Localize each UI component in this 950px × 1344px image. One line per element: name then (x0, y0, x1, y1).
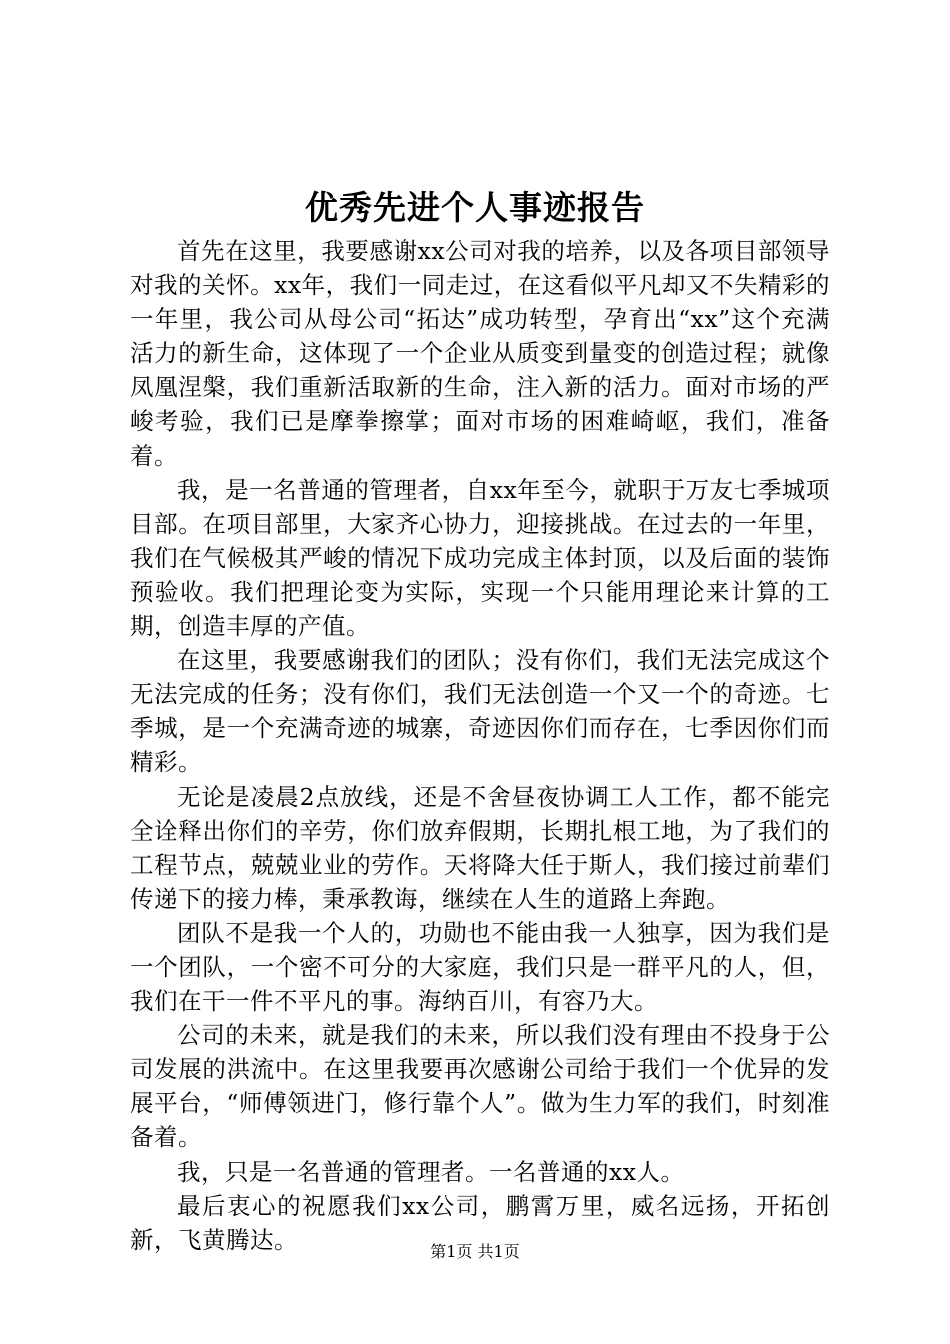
page-footer: 第1页 共1页 (430, 1242, 520, 1261)
paragraph-2: 我，是一名普通的管理者，自xx年至今，就职于万友七季城项目部。在项目部里，大家齐心协力，迎接挑战。在过去的一年里，我们在气候极其严峻的情况下成功完成主体封顶，以及后面的装饰预验收。我们把理论变为实际，实现一个只能用理论来计算的工期，创造丰厚的产值。 (130, 475, 830, 641)
paragraph-7: 我，只是一名普通的管理者。一名普通的xx人。 (177, 1157, 685, 1186)
paragraph-4: 无论是凌晨2点放线，还是不舍昼夜协调工人工作，都不能完全诠释出你们的辛劳，你们放弃假期，长期扎根工地，为了我们的工程节点，兢兢业业的劳作。天将降大任于斯人，我们接过前辈们传递下的接力棒，秉承教诲，继续在人生的道路上奔跑。 (130, 782, 830, 913)
paragraph-6: 公司的未来，就是我们的未来，所以我们没有理由不投身于公司发展的洪流中。在这里我要再次感谢公司给于我们一个优异的发展平台，“师傅领进门，修行靠个人”。做为生力军的我们，时刻准备着。 (130, 1021, 830, 1152)
document-title: 优秀先进个人事迹报告 (305, 188, 645, 227)
paragraph-8: 最后衷心的祝愿我们xx公司，鹏霄万里，威名远扬，开拓创新，飞黄腾达。 (130, 1191, 830, 1254)
paragraph-1: 首先在这里，我要感谢xx公司对我的培养，以及各项目部领导对我的关怀。xx年，我们一同走过，在这看似平凡却又不失精彩的一年里，我公司从母公司“拓达”成功转型，孕育出“xx”这个充满活力的新生命，这体现了一个企业从质变到量变的创造过程；就像凤凰涅槃，我们重新活取新的生命，注入新的活力。面对市场的严峻考验，我们已是摩拳擦掌；面对市场的困难崎岖，我们，准备着。 (130, 237, 830, 470)
document-body (130, 234, 830, 1257)
paragraph-3: 在这里，我要感谢我们的团队；没有你们，我们无法完成这个无法完成的任务；没有你们，我们无法创造一个又一个的奇迹。七季城，是一个充满奇迹的城寨，奇迹因你们而存在，七季因你们而精彩。 (130, 646, 830, 777)
paragraph-5: 团队不是我一个人的，功勋也不能由我一人独享，因为我们是一个团队，一个密不可分的大家庭，我们只是一群平凡的人，但，我们在干一件不平凡的事。海纳百川，有容乃大。 (130, 918, 830, 1016)
